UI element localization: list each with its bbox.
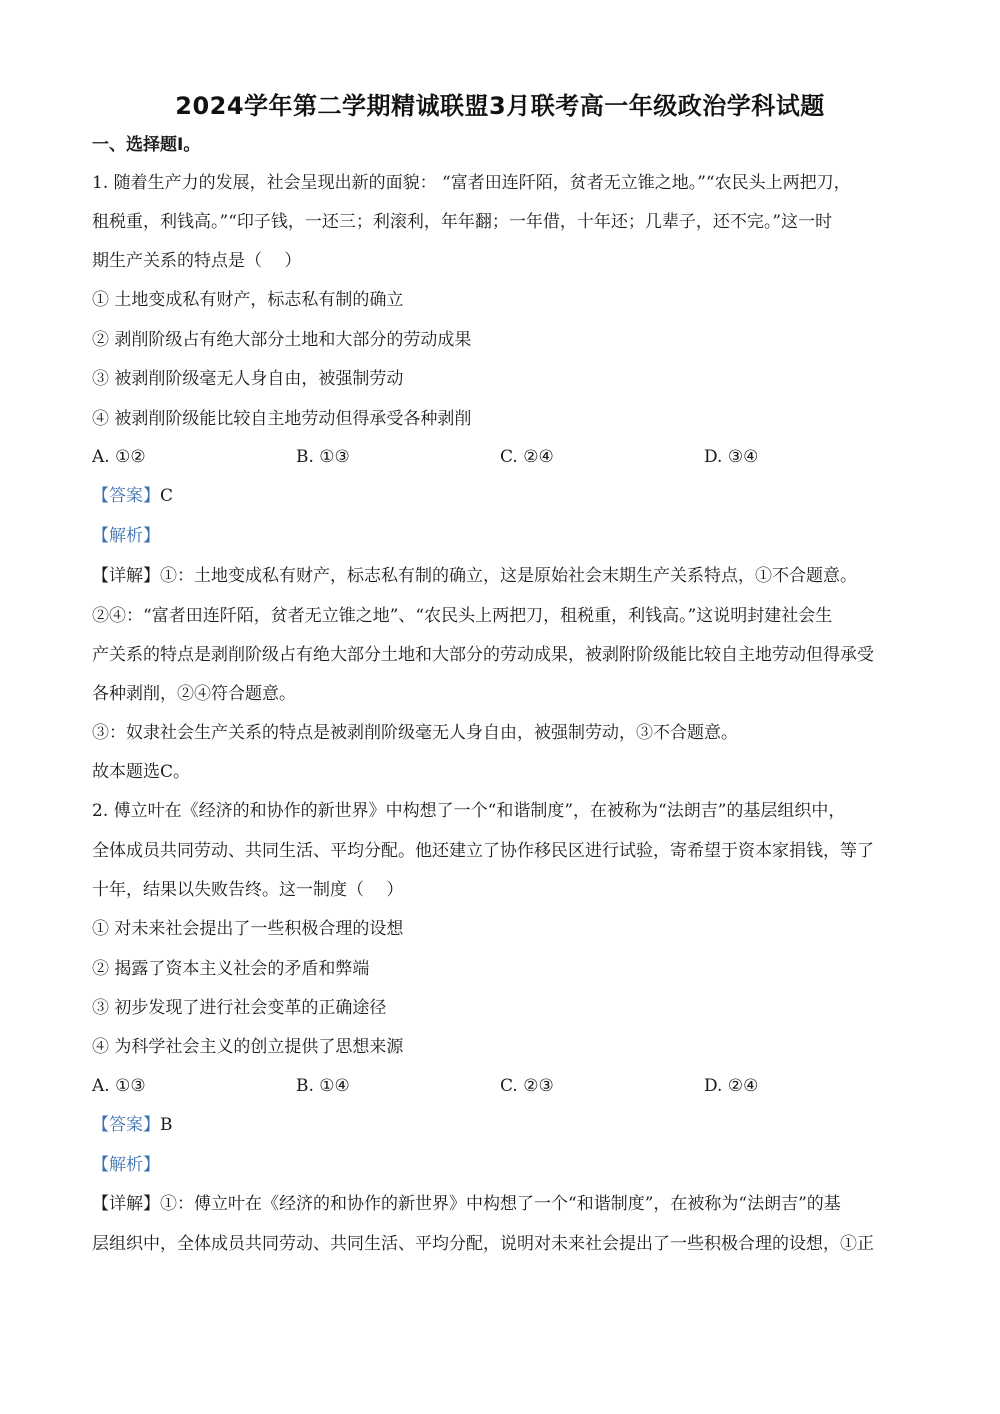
q1-option-d: D. ③④ <box>704 447 759 467</box>
q1-answer-value: C <box>160 486 174 506</box>
q2-detail-line-2: 层组织中，全体成员共同劳动、共同生活、平均分配，说明对未来社会提出了一些积极合理的设想，①正 <box>92 1234 874 1254</box>
q2-item-4: ④ 为科学社会主义的创立提供了思想来源 <box>92 1037 404 1057</box>
q1-detail-line-3: 产关系的特点是剥削阶级占有绝大部分土地和大部分的劳动成果，被剥附阶级能比较自主地劳动但得承受 <box>92 645 874 665</box>
q1-stem-line-3: 期生产关系的特点是（ ） <box>92 251 302 271</box>
q1-option-b: B. ①③ <box>296 447 350 467</box>
q2-analysis-tag: 【解析】 <box>92 1155 160 1175</box>
q1-detail-line-6: 故本题选C。 <box>92 762 191 782</box>
q2-option-c: C. ②③ <box>500 1076 554 1096</box>
q2-item-2: ② 揭露了资本主义社会的矛盾和弊端 <box>92 959 370 979</box>
q1-answer <box>92 485 922 507</box>
q2-option-b: B. ①④ <box>296 1076 350 1096</box>
q1-item-3: ③ 被剥削阶级毫无人身自由，被强制劳动 <box>92 369 404 389</box>
q2-answer-tag: 【答案】 <box>92 1115 160 1135</box>
q1-detail-line-4: 各种剥削，②④符合题意。 <box>92 684 296 704</box>
q2-stem-line-1: 2. 傅立叶在《经济的和协作的新世界》中构想了一个“和谐制度”，在被称为“法朗吉”的基层组织中， <box>92 801 846 821</box>
q2-option-d: D. ②④ <box>704 1076 759 1096</box>
q2-option-a: A. ①③ <box>92 1076 146 1096</box>
q1-option-c: C. ②④ <box>500 447 554 467</box>
q1-analysis-tag: 【解析】 <box>92 526 160 546</box>
q1-answer-tag: 【答案】 <box>92 486 160 506</box>
q1-stem-line-1: 1. 随着生产力的发展，社会呈现出新的面貌： “富者田连阡陌，贫者无立锥之地。”“农民头上两把刀， <box>92 173 851 193</box>
q2-item-1: ① 对未来社会提出了一些积极合理的设想 <box>92 919 404 939</box>
q2-item-3: ③ 初步发现了进行社会变革的正确途径 <box>92 998 387 1018</box>
q1-item-2: ② 剥削阶级占有绝大部分土地和大部分的劳动成果 <box>92 330 472 350</box>
q1-detail-line-1: 【详解】①：土地变成私有财产，标志私有制的确立，这是原始社会末期生产关系特点，①不合题意。 <box>92 566 857 586</box>
q2-detail-line-1: 【详解】①：傅立叶在《经济的和协作的新世界》中构想了一个“和谐制度”，在被称为“法朗吉”的基 <box>92 1194 841 1214</box>
q1-item-4: ④ 被剥削阶级能比较自主地劳动但得承受各种剥削 <box>92 409 472 429</box>
q2-answer <box>92 1114 922 1136</box>
q1-detail-line-5: ③：奴隶社会生产关系的特点是被剥削阶级毫无人身自由，被强制劳动，③不合题意。 <box>92 723 738 743</box>
q1-detail-line-2: ②④：“富者田连阡陌，贫者无立锥之地”、“农民头上两把刀，租税重，利钱高。”这说明封建社会生 <box>92 606 833 626</box>
q1-item-1: ① 土地变成私有财产，标志私有制的确立 <box>92 290 404 310</box>
q1-stem-line-2: 租税重，利钱高。”“印子钱，一还三；利滚利，年年翻；一年借，十年还；几辈子，还不完。”这一时 <box>92 212 833 232</box>
q1-option-a: A. ①② <box>92 447 146 467</box>
page-title: 2024学年第二学期精诚联盟3月联考高一年级政治学科试题 <box>175 92 825 120</box>
q2-stem-line-3: 十年，结果以失败告终。这一制度（ ） <box>92 880 404 900</box>
section-heading: 一、选择题Ⅰ。 <box>92 135 201 155</box>
q2-answer-value: B <box>160 1115 173 1135</box>
q2-stem-line-2: 全体成员共同劳动、共同生活、平均分配。他还建立了协作移民区进行试验，寄希望于资本家捐钱，等了 <box>92 841 874 861</box>
